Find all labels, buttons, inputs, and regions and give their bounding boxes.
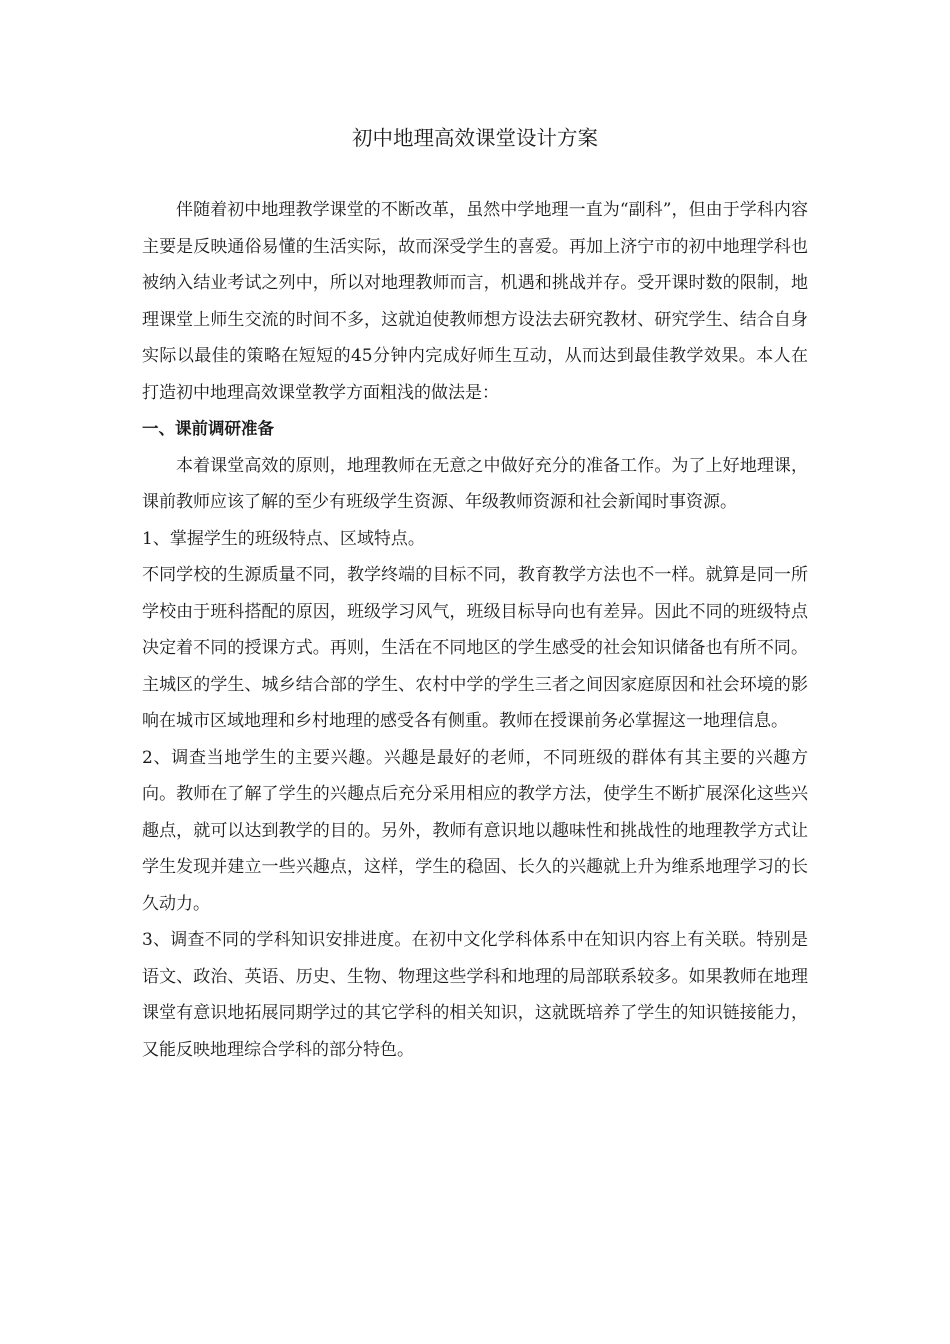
intro-paragraph: 伴随着初中地理教学课堂的不断改革，虽然中学地理一直为“副科”，但由于学科内容主要是反映通俗易懂的生活实际，故而深受学生的喜爱。再加上济宁市的初中地理学科也被纳入结业考试之列中，所以对地理教师而言，机遇和挑战并存。受开课时数的限制，地理课堂上师生交流的时间不多，这就迫使教师想方设法去研究教材、研究学生、结合自身实际以最佳的策略在短短的45分钟内完成好师生互动，从而达到最佳教学效果。本人在打造初中地理高效课堂教学方面粗浅的做法是： — [142, 200, 808, 403]
document-title: 初中地理高效课堂设计方案 — [352, 126, 598, 150]
section-heading-1: 一、课前调研准备 — [142, 419, 274, 438]
point1-paragraph: 不同学校的生源质量不同，教学终端的目标不同，教育教学方法也不一样。就算是同一所学校由于班科搭配的原因，班级学习风气，班级目标导向也有差异。因此不同的班级特点决定着不同的授课方式。再则，生活在不同地区的学生感受的社会知识储备也有所不同。主城区的学生、城乡结合部的学生、农村中学的学生三者之间因家庭原因和社会环境的影响在城市区域地理和乡村地理的感受各有侧重。教师在授课前务必掌握这一地理信息。 — [142, 565, 808, 731]
section1-intro-paragraph: 本着课堂高效的原则，地理教师在无意之中做好充分的准备工作。为了上好地理课，课前教师应该了解的至少有班级学生资源、年级教师资源和社会新闻时事资源。 — [142, 455, 808, 512]
point1-title: 1、掌握学生的班级特点、区域特点。 — [142, 528, 425, 549]
point3-paragraph: 3、调查不同的学科知识安排进度。在初中文化学科体系中在知识内容上有关联。特别是语文、政治、英语、历史、生物、物理这些学科和地理的局部联系较多。如果教师在地理课堂有意识地拓展同期学过的其它学科的相关知识，这就既培养了学生的知识链接能力，又能反映地理综合学科的部分特色。 — [142, 930, 808, 1060]
point2-paragraph: 2、调查当地学生的主要兴趣。兴趣是最好的老师，不同班级的群体有其主要的兴趣方向。教师在了解了学生的兴趣点后充分采用相应的教学方法，使学生不断扩展深化这些兴趣点，就可以达到教学的目的。另外，教师有意识地以趣味性和挑战性的地理教学方式让学生发现并建立一些兴趣点，这样，学生的稳固、长久的兴趣就上升为维系地理学习的长久动力。 — [142, 747, 808, 914]
document-body — [142, 116, 808, 1068]
